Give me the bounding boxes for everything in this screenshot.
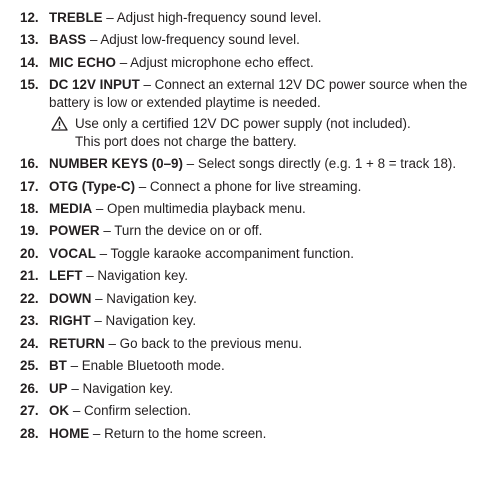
- item-description: – Open multimedia playback menu.: [92, 200, 306, 216]
- list-item-right: [0, 312, 489, 329]
- item-number: 13.: [20, 32, 39, 48]
- item-number: 18.: [20, 200, 39, 216]
- list-item-home: [0, 425, 489, 442]
- item-description: – Adjust low-frequency sound level.: [86, 32, 300, 48]
- list-item-media: [0, 200, 489, 217]
- item-number: 19.: [20, 223, 39, 239]
- item-number: 15.: [20, 77, 39, 93]
- item-description: – Connect a phone for live streaming.: [135, 178, 362, 194]
- item-number: 26.: [20, 380, 39, 396]
- instruction-list: [0, 9, 489, 447]
- item-description: – Navigation key.: [82, 268, 188, 284]
- item-term: LEFT: [49, 268, 83, 284]
- item-number: 27.: [20, 403, 39, 419]
- item-term: MEDIA: [49, 200, 93, 216]
- item-term: UP: [49, 380, 68, 396]
- item-term: TREBLE: [49, 10, 103, 25]
- item-description: – Toggle karaoke accompaniment function.: [95, 245, 354, 261]
- item-term: DC 12V INPUT: [49, 77, 140, 93]
- item-description: – Confirm selection.: [69, 403, 192, 419]
- item-description: – Go back to the previous menu.: [104, 335, 303, 351]
- item-term: OK: [49, 403, 70, 419]
- item-description: – Turn the device on or off.: [99, 223, 263, 239]
- item-term: MIC ECHO: [49, 54, 116, 70]
- list-item-bt: [0, 357, 489, 374]
- item-number: 16.: [20, 156, 39, 172]
- warning-triangle-icon: [51, 116, 68, 131]
- list-item-otg: [0, 178, 489, 195]
- item-number: 12.: [20, 10, 39, 25]
- list-item-bass: [0, 31, 489, 48]
- list-item-number-keys: [0, 155, 489, 172]
- item-number: 21.: [20, 268, 39, 284]
- warning-text-line-1: Use only a certified 12V DC power supply (not included).: [75, 116, 411, 132]
- item-number: 25.: [20, 358, 39, 374]
- item-term: BASS: [49, 32, 87, 48]
- list-item-treble: [0, 9, 489, 26]
- item-description: – Navigation key.: [91, 290, 197, 306]
- warning-note: [0, 115, 489, 150]
- item-description: – Navigation key.: [67, 380, 174, 396]
- item-term: DOWN: [49, 290, 92, 306]
- item-term: OTG (Type-C): [49, 178, 136, 194]
- item-term: RIGHT: [49, 313, 91, 329]
- list-item-ok: [0, 402, 489, 419]
- item-description: – Connect an external 12V DC power source when the battery is low or extended playtime is needed.: [49, 77, 468, 110]
- list-item-power: [0, 222, 489, 239]
- warning-text-line-2: This port does not charge the battery.: [75, 133, 297, 149]
- item-description: – Navigation key.: [90, 313, 197, 329]
- list-item-up: [0, 380, 489, 397]
- list-item-return: [0, 335, 489, 352]
- item-term: BT: [49, 358, 67, 374]
- item-description: – Enable Bluetooth mode.: [66, 358, 225, 374]
- item-term: NUMBER KEYS (0–9): [49, 156, 183, 172]
- item-description: – Return to the home screen.: [89, 425, 267, 441]
- item-number: 28.: [20, 425, 39, 441]
- list-item-left: [0, 267, 489, 284]
- list-item-vocal: [0, 245, 489, 262]
- item-number: 14.: [20, 54, 39, 70]
- item-term: RETURN: [49, 335, 105, 351]
- item-number: 17.: [20, 178, 39, 194]
- list-item-dc-12v-input: [0, 76, 489, 111]
- list-item-down: [0, 290, 489, 307]
- item-number: 22.: [20, 290, 39, 306]
- item-description: – Select songs directly (e.g. 1 + 8 = track 18).: [182, 156, 457, 172]
- item-term: HOME: [49, 425, 90, 441]
- list-item-mic-echo: [0, 54, 489, 71]
- item-number: 24.: [20, 335, 39, 351]
- item-description: – Adjust microphone echo effect.: [115, 54, 314, 70]
- item-number: 20.: [20, 245, 39, 261]
- item-description: – Adjust high-frequency sound level.: [102, 10, 322, 25]
- item-term: POWER: [49, 223, 100, 239]
- item-number: 23.: [20, 313, 39, 329]
- item-term: VOCAL: [49, 245, 96, 261]
